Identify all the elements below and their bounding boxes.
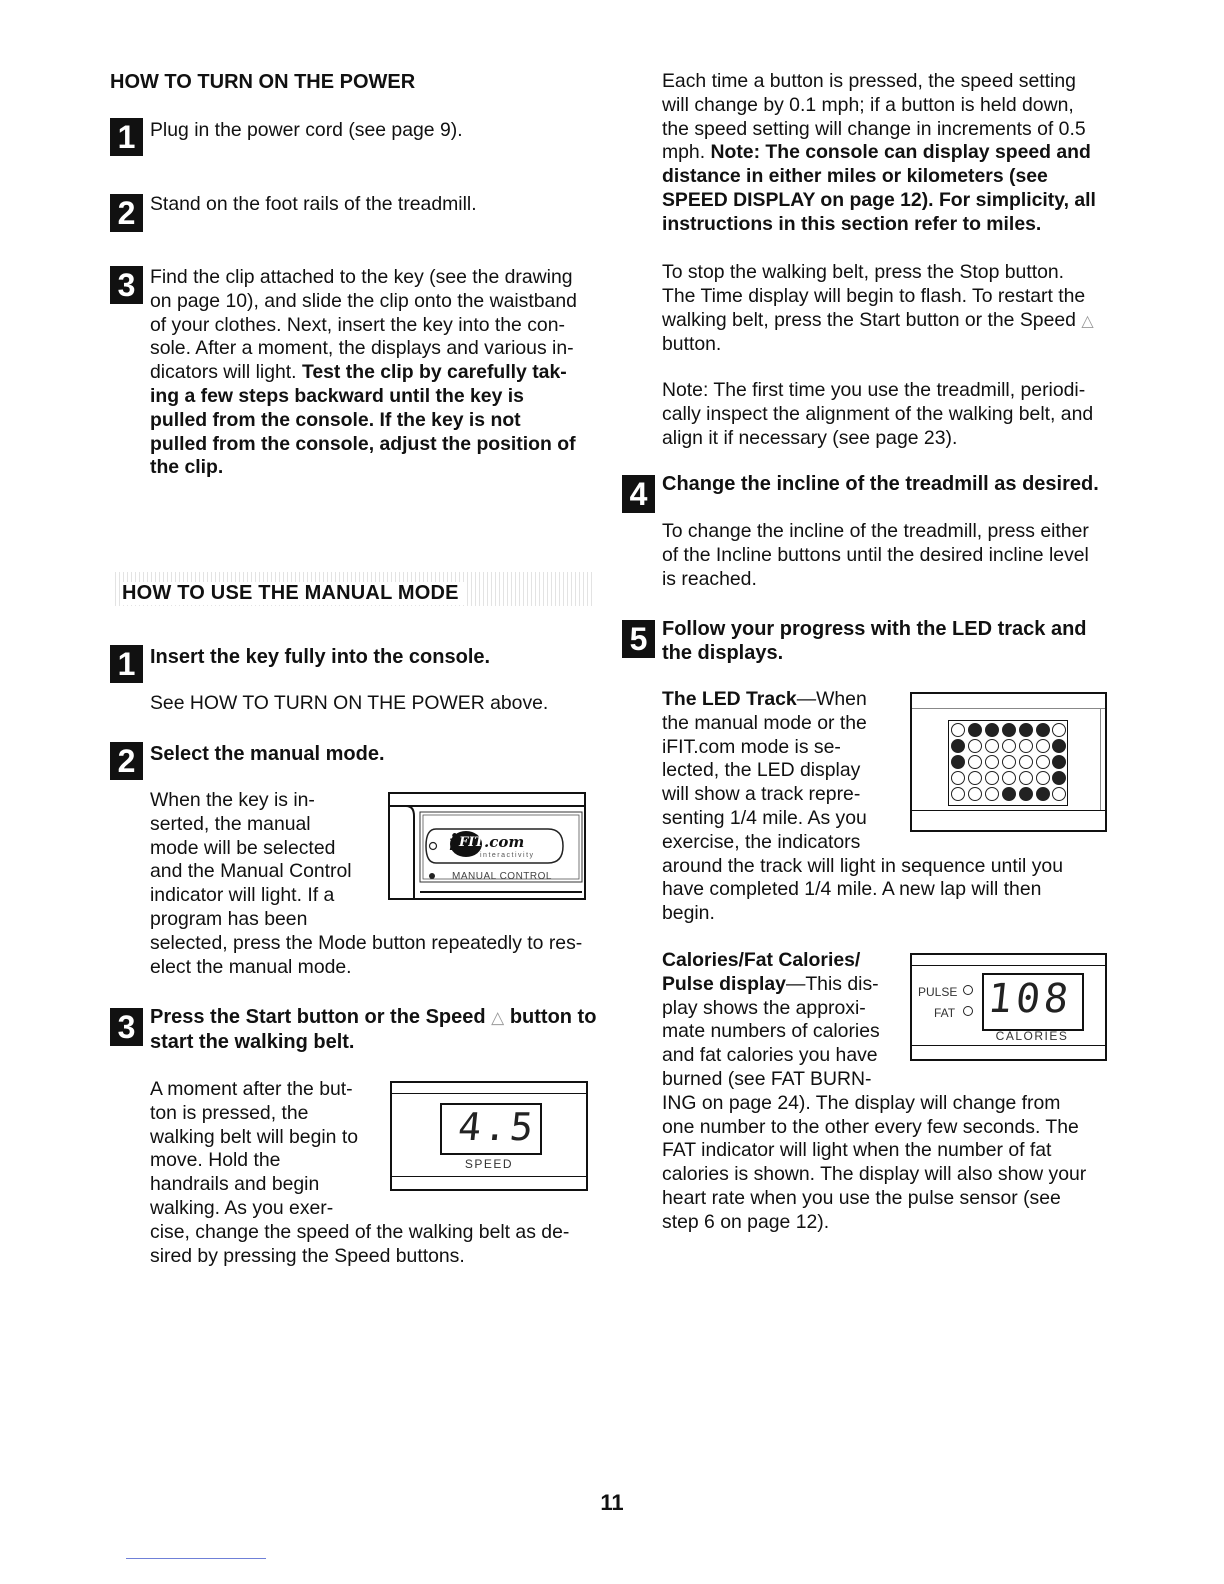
pulse-label: PULSE [918, 985, 958, 999]
footer-rule [126, 1558, 266, 1559]
ifit-panel-illustration [388, 792, 586, 900]
manual-step2-text: When the key is in- serted, the manual mode will be selected and the Manual Control indicator will light. If a program has been selected, press the Mode button repeatedly to res- elect the manual mode. [150, 789, 583, 978]
fat-label: FAT [934, 1006, 956, 1020]
speed-up-triangle-icon-2: △ [1081, 312, 1094, 330]
speed-display-illustration [390, 1081, 588, 1191]
step4-text: To change the incline of the treadmill, press either of the Incline buttons until the desired incline level is reached. [662, 520, 1089, 590]
step-badge-4: 4 [622, 475, 655, 513]
step-badge-3: 3 [110, 266, 143, 304]
ifit-logo-com: .com [484, 833, 525, 851]
speed-value: 4.5 [456, 1105, 539, 1149]
ifit-tagline: interactivity [480, 852, 535, 859]
led-track-text: The LED Track—When the manual mode or the iFIT.com mode is se- lected, the LED display will show a track repre- senting 1/4 mile. As you exercise, the indicators around the track will light in sequence until you have completed 1/4 mile. A new lap will then begin. [662, 688, 1063, 925]
step-badge-2: 2 [110, 194, 143, 232]
manual-step1-title: Insert the key fully into the console. [150, 646, 491, 668]
step-badge-3b: 3 [110, 1008, 143, 1046]
page-number: 11 [600, 1490, 624, 1515]
manual-control-label: MANUAL CONTROL [452, 871, 552, 882]
pulse-indicator [963, 985, 973, 995]
power-heading: HOW TO TURN ON THE POWER [110, 71, 416, 93]
ifit-logo-i: i [449, 830, 458, 856]
manual-step1-text: See HOW TO TURN ON THE POWER above. [150, 692, 549, 714]
ifit-logo-fit: FIT [459, 835, 484, 850]
step-badge-2b: 2 [110, 742, 143, 780]
led-grid [948, 720, 1068, 806]
power-step2-text: Stand on the foot rails of the treadmill. [150, 193, 477, 215]
step-badge-1: 1 [110, 118, 143, 156]
manual-step2-title: Select the manual mode. [150, 743, 385, 765]
power-step3-text: Find the clip attached to the key (see the drawing on page 10), and slide the clip onto the waistband of your clothes. Next, insert the key into the con- sole. After a moment, the displays and various in- dicators will light. Test the clip by carefully tak- ing a few steps backward until the key is pulled from the console. If the key is not pulled from the console, adjust the position of the clip. [150, 266, 577, 479]
power-step1-text: Plug in the power cord (see page 9). [150, 119, 463, 141]
step5-title: Follow your progress with the LED track and the displays. [662, 618, 1087, 664]
led-track-illustration [910, 692, 1107, 832]
speed-change-text: Each time a button is pressed, the speed setting will change by 0.1 mph; if a button is held down, the speed setting will change in increments of 0.5 mph. Note: The console can display speed and distance in either miles or kilometers (see SPEED DISPLAY on page 12). For simplicity, all instructions in this section refer to miles. [662, 70, 1096, 235]
manual-step3-title: Press the Start button or the Speed △ button to start the walking belt. [150, 1006, 597, 1053]
manual-heading: HOW TO USE THE MANUAL MODE [122, 582, 465, 605]
step4-title: Change the incline of the treadmill as desired. [662, 473, 1099, 495]
calories-value: 108 [985, 976, 1075, 1022]
fat-indicator [963, 1006, 973, 1016]
calories-label: CALORIES [995, 1029, 1069, 1043]
alignment-note-text: Note: The first time you use the treadmill, periodi- cally inspect the alignment of the walking belt, and align it if necessary (see page 23). [662, 379, 1094, 449]
manual-step3-text: A moment after the but- ton is pressed, the walking belt will begin to move. Hold the handrails and begin walking. As you exer- cise, change the speed of the walking belt as de- sired by pressing the Speed buttons. [150, 1078, 570, 1267]
speed-up-triangle-icon: △ [491, 1008, 505, 1027]
speed-label: SPEED [464, 1157, 514, 1171]
calories-display-illustration [910, 953, 1107, 1061]
step-badge-5: 5 [622, 620, 655, 658]
step-badge-1b: 1 [110, 645, 143, 683]
calories-text: Calories/Fat Calories/ Pulse display—This dis- play shows the approxi- mate numbers of calories and fat calories you have burned (see FAT BURN- ING on page 24). The display will change from one number to the other every few seconds. The FAT indicator will light when the number of fat calories is shown. The display will also show your heart rate when you use the pulse sensor (see step 6 on page 12). [662, 949, 1087, 1233]
stop-belt-text: To stop the walking belt, press the Stop button. The Time display will begin to flash. To restart the walking belt, press the Start button or the Speed △ button. [662, 261, 1094, 356]
